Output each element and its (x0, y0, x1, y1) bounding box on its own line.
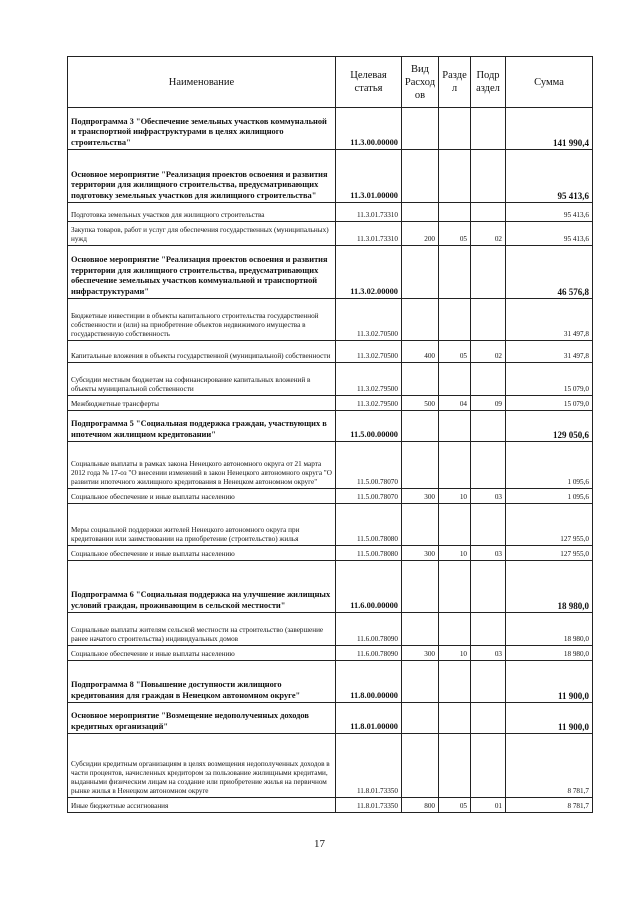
cell-name: Подготовка земельных участков для жилищного строительства (68, 203, 336, 222)
cell-section: 10 (439, 546, 471, 561)
cell-sum: 8 781,7 (506, 798, 593, 813)
cell-sum: 46 576,8 (506, 246, 593, 299)
cell-target-article: 11.6.00.78090 (336, 646, 402, 661)
table-row (68, 703, 593, 734)
cell-target-article: 11.3.00.00000 (336, 108, 402, 150)
table-header-row (68, 57, 593, 108)
cell-sum: 18 980,0 (506, 646, 593, 661)
cell-section (439, 363, 471, 396)
table-row (68, 341, 593, 363)
cell-section: 04 (439, 396, 471, 411)
cell-name: Капитальные вложения в объекты государственной (муниципальной) собственности (68, 341, 336, 363)
table-row (68, 203, 593, 222)
cell-target-article: 11.3.01.00000 (336, 150, 402, 203)
cell-name: Субсидии кредитным организациям в целях возмещения недополученных доходов в части процентов, начисленных кредитором за пользование жилищными кредитами, выданными физическим лицам на создание или приобретение жилья на первичном рынке жилья в Ненецком автономном округе (68, 734, 336, 798)
cell-subsection: 01 (471, 798, 506, 813)
table-row (68, 363, 593, 396)
cell-section (439, 299, 471, 341)
table-row (68, 561, 593, 613)
cell-target-article: 11.6.00.78090 (336, 613, 402, 646)
cell-subsection: 03 (471, 546, 506, 561)
cell-target-article: 11.3.01.73310 (336, 222, 402, 246)
cell-section (439, 561, 471, 613)
header-target-article: Целевая статья (336, 57, 402, 108)
cell-expense-type (402, 411, 439, 442)
cell-name: Подпрограмма 5 "Социальная поддержка граждан, участвующих в ипотечном жилищном кредитовании" (68, 411, 336, 442)
cell-subsection (471, 299, 506, 341)
cell-expense-type (402, 150, 439, 203)
table-row (68, 442, 593, 489)
cell-expense-type (402, 108, 439, 150)
cell-name: Социальное обеспечение и иные выплаты населению (68, 489, 336, 504)
cell-section: 10 (439, 646, 471, 661)
table-row (68, 489, 593, 504)
cell-name: Социальное обеспечение и иные выплаты населению (68, 546, 336, 561)
cell-name: Межбюджетные трансферты (68, 396, 336, 411)
table-row (68, 246, 593, 299)
cell-target-article: 11.3.02.79500 (336, 396, 402, 411)
cell-sum: 8 781,7 (506, 734, 593, 798)
cell-expense-type: 200 (402, 222, 439, 246)
header-sum: Сумма (506, 57, 593, 108)
header-expense-type: Вид Расход ов (402, 57, 439, 108)
cell-subsection (471, 363, 506, 396)
document-page (67, 56, 592, 813)
cell-expense-type (402, 703, 439, 734)
cell-subsection (471, 203, 506, 222)
table-row (68, 546, 593, 561)
table-row (68, 108, 593, 150)
cell-expense-type (402, 661, 439, 703)
cell-subsection (471, 411, 506, 442)
cell-target-article: 11.5.00.78080 (336, 546, 402, 561)
table-body (68, 108, 593, 813)
table-row (68, 411, 593, 442)
cell-sum: 127 955,0 (506, 546, 593, 561)
cell-target-article: 11.3.02.70500 (336, 299, 402, 341)
cell-section (439, 150, 471, 203)
cell-sum: 1 095,6 (506, 442, 593, 489)
cell-sum: 95 413,6 (506, 150, 593, 203)
cell-section (439, 734, 471, 798)
page-number: 17 (314, 838, 325, 850)
cell-subsection (471, 561, 506, 613)
cell-subsection (471, 734, 506, 798)
cell-section (439, 411, 471, 442)
cell-name: Основное мероприятие "Реализация проектов освоения и развития территории для жилищного строительства, предусматривающих обеспечение земельных участков коммунальной и транспортной инфраструктурами" (68, 246, 336, 299)
cell-target-article: 11.5.00.00000 (336, 411, 402, 442)
cell-name: Подпрограмма 3 "Обеспечение земельных участков коммунальной и транспортной инфраструктурами в целях жилищного строительства" (68, 108, 336, 150)
cell-sum: 11 900,0 (506, 661, 593, 703)
cell-sum: 15 079,0 (506, 396, 593, 411)
cell-subsection (471, 246, 506, 299)
cell-sum: 1 095,6 (506, 489, 593, 504)
cell-expense-type (402, 613, 439, 646)
cell-sum: 11 900,0 (506, 703, 593, 734)
cell-section (439, 661, 471, 703)
cell-expense-type: 300 (402, 646, 439, 661)
cell-name: Бюджетные инвестиции в объекты капитального строительства государственной собственности и (или) на приобретение объектов недвижимого имущества в государственную собственность (68, 299, 336, 341)
cell-section (439, 203, 471, 222)
cell-name: Подпрограмма 6 "Социальная поддержка на улучшение жилищных условий граждан, проживающим в сельской местности" (68, 561, 336, 613)
cell-section (439, 108, 471, 150)
header-section: Разде л (439, 57, 471, 108)
cell-target-article: 11.8.01.73350 (336, 798, 402, 813)
cell-sum: 129 050,6 (506, 411, 593, 442)
table-row (68, 299, 593, 341)
cell-expense-type (402, 734, 439, 798)
cell-section (439, 442, 471, 489)
cell-subsection: 02 (471, 341, 506, 363)
cell-expense-type: 800 (402, 798, 439, 813)
cell-sum: 95 413,6 (506, 222, 593, 246)
cell-expense-type (402, 363, 439, 396)
cell-subsection (471, 613, 506, 646)
cell-sum: 95 413,6 (506, 203, 593, 222)
cell-subsection (471, 150, 506, 203)
cell-sum: 31 497,8 (506, 341, 593, 363)
cell-target-article: 11.3.01.73310 (336, 203, 402, 222)
cell-name: Субсидии местным бюджетам на софинансирование капитальных вложений в объекты муниципальной собственности (68, 363, 336, 396)
cell-subsection (471, 108, 506, 150)
cell-name: Иные бюджетные ассигнования (68, 798, 336, 813)
cell-expense-type (402, 299, 439, 341)
table-row (68, 646, 593, 661)
cell-target-article: 11.5.00.78070 (336, 489, 402, 504)
cell-expense-type: 300 (402, 546, 439, 561)
cell-section (439, 246, 471, 299)
cell-subsection: 03 (471, 646, 506, 661)
cell-section: 05 (439, 222, 471, 246)
cell-name: Социальное обеспечение и иные выплаты населению (68, 646, 336, 661)
cell-target-article: 11.3.02.79500 (336, 363, 402, 396)
table-row (68, 661, 593, 703)
header-name: Наименование (68, 57, 336, 108)
cell-section: 05 (439, 341, 471, 363)
cell-target-article: 11.6.00.00000 (336, 561, 402, 613)
cell-target-article: 11.8.01.00000 (336, 703, 402, 734)
cell-section (439, 613, 471, 646)
table-row (68, 504, 593, 546)
cell-name: Закупка товаров, работ и услуг для обеспечения государственных (муниципальных) нужд (68, 222, 336, 246)
cell-subsection: 02 (471, 222, 506, 246)
cell-target-article: 11.8.00.00000 (336, 661, 402, 703)
cell-expense-type (402, 203, 439, 222)
cell-expense-type (402, 504, 439, 546)
cell-sum: 127 955,0 (506, 504, 593, 546)
table-row (68, 150, 593, 203)
cell-expense-type (402, 442, 439, 489)
cell-sum: 15 079,0 (506, 363, 593, 396)
cell-expense-type (402, 561, 439, 613)
header-subsection: Подр аздел (471, 57, 506, 108)
cell-expense-type: 400 (402, 341, 439, 363)
cell-subsection (471, 442, 506, 489)
table-row (68, 734, 593, 798)
table-row (68, 798, 593, 813)
cell-subsection (471, 703, 506, 734)
cell-sum: 18 980,0 (506, 561, 593, 613)
cell-name: Социальные выплаты в рамках закона Ненецкого автономного округа от 21 марта 2012 года № 17-оз "О внесении изменений в закон Ненецкого автономного округа "О развитии ипотечного жилищного кредитования в Ненецком автономном округе" (68, 442, 336, 489)
cell-section: 10 (439, 489, 471, 504)
budget-table (67, 56, 593, 813)
cell-sum: 31 497,8 (506, 299, 593, 341)
cell-section (439, 703, 471, 734)
cell-expense-type (402, 246, 439, 299)
cell-sum: 18 980,0 (506, 613, 593, 646)
table-row (68, 396, 593, 411)
cell-sum: 141 990,4 (506, 108, 593, 150)
cell-subsection: 03 (471, 489, 506, 504)
cell-name: Подпрограмма 8 "Повышение доступности жилищного кредитования для граждан в Ненецком автономном округе" (68, 661, 336, 703)
cell-target-article: 11.3.02.00000 (336, 246, 402, 299)
cell-section: 05 (439, 798, 471, 813)
cell-name: Основное мероприятие "Возмещение недополученных доходов кредитных организаций" (68, 703, 336, 734)
cell-name: Основное мероприятие "Реализация проектов освоения и развития территории для жилищного строительства, предусматривающих подготовку земельных участков для жилищного строительства" (68, 150, 336, 203)
cell-expense-type: 300 (402, 489, 439, 504)
cell-target-article: 11.8.01.73350 (336, 734, 402, 798)
cell-subsection: 09 (471, 396, 506, 411)
table-row (68, 222, 593, 246)
cell-subsection (471, 504, 506, 546)
cell-name: Социальные выплаты жителям сельской местности на строительство (завершение ранее начатого строительства) индивидуальных домов (68, 613, 336, 646)
cell-expense-type: 500 (402, 396, 439, 411)
cell-subsection (471, 661, 506, 703)
table-row (68, 613, 593, 646)
cell-section (439, 504, 471, 546)
cell-target-article: 11.5.00.78080 (336, 504, 402, 546)
cell-target-article: 11.3.02.70500 (336, 341, 402, 363)
cell-target-article: 11.5.00.78070 (336, 442, 402, 489)
cell-name: Меры социальной поддержки жителей Ненецкого автономного округа при кредитовании или заимствовании на приобретение (строительство) жилья (68, 504, 336, 546)
